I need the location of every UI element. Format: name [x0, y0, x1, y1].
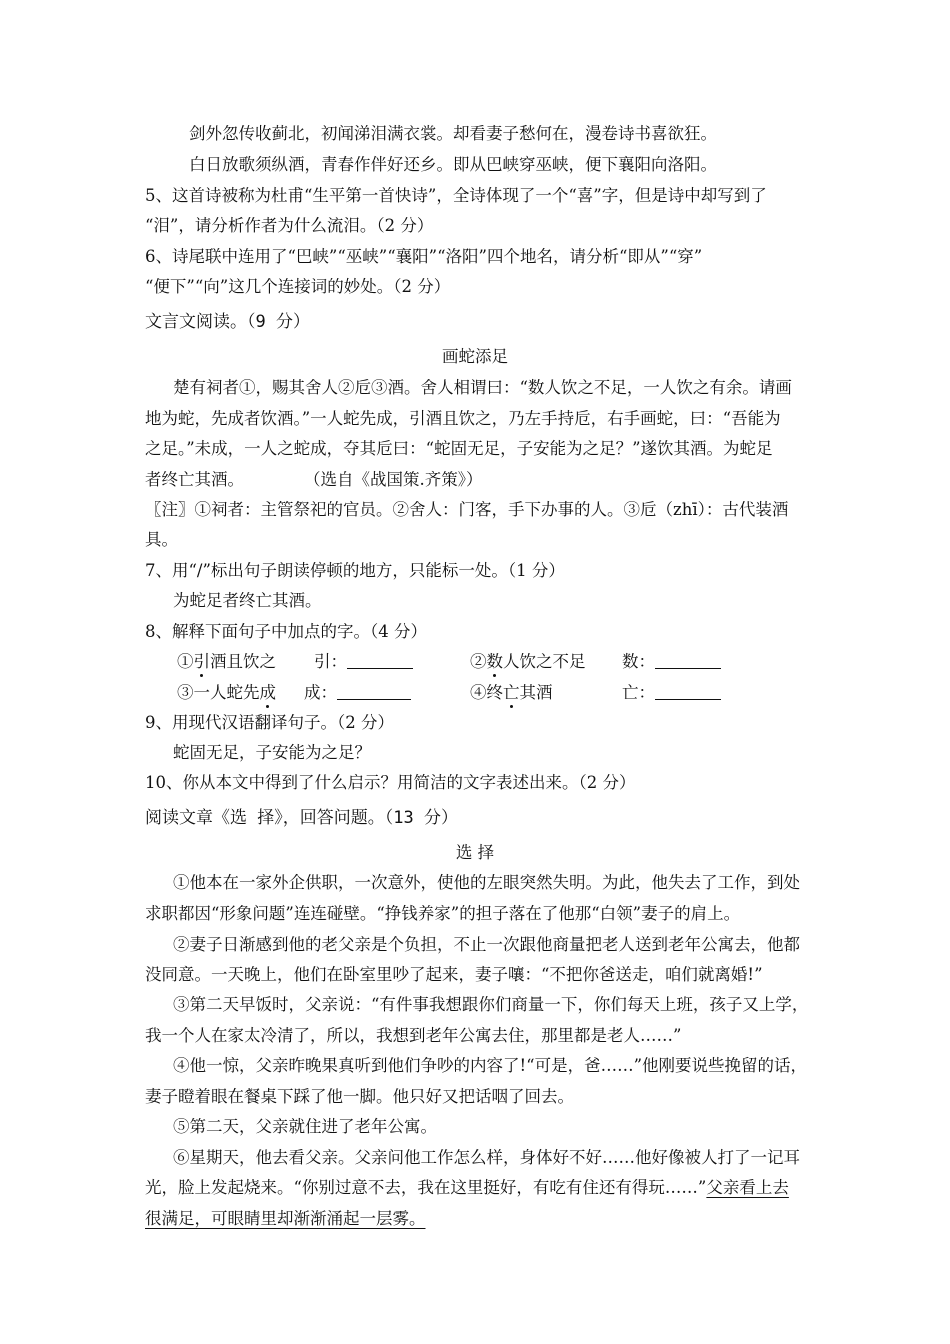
- article-line-plain: 光，脸上发起烧来。“你别过意不去，我在这里挺好，有吃有住还有得玩……”: [145, 1178, 707, 1197]
- story-title: 画蛇添足: [442, 347, 508, 366]
- poem-line-2: 白日放歌须纵酒，青春作伴好还乡。即从巴峡穿巫峡，便下襄阳向洛阳。: [189, 155, 717, 174]
- q8-item-3-phrase: ③一人蛇先成: [177, 683, 276, 702]
- article-line: ①他本在一家外企供职，一次意外，使他的左眼突然失明。为此，他失去了工作，到处: [173, 873, 800, 892]
- q8-item-2-blank[interactable]: [655, 652, 721, 669]
- article-line: [145, 1208, 426, 1230]
- underlined-sentence-part-2: 很满足，可眼睛里却渐渐涌起一层雾。: [145, 1209, 426, 1228]
- question-5-line-2: “泪”，请分析作者为什么流泪。（2 分）: [145, 216, 434, 235]
- article-line: ②妻子日渐感到他的老父亲是个负担，不止一次跟他商量把老人送到老年公寓去，他都: [173, 935, 800, 954]
- q8-item-4-answer: 亡：: [622, 682, 721, 704]
- story-line-1: 楚有祠者①，赐其舍人②卮③酒。舍人相谓曰：“数人饮之不足，一人饮之有余。请画: [173, 378, 792, 397]
- section-heading-classical: 文言文阅读。（9 分）: [145, 312, 310, 332]
- q8-item-1-blank[interactable]: [347, 652, 413, 669]
- article-line: ④他一惊，父亲昨晚果真听到他们争吵的内容了!“可是，爸……”他刚要说些挽留的话，: [173, 1056, 808, 1075]
- q8-item-1-phrase: ①引酒且饮之: [177, 652, 276, 671]
- question-6-line-2: “便下”“向”这几个连接词的妙处。（2 分）: [145, 277, 451, 296]
- q8-item-2-answer: 数：: [622, 651, 721, 673]
- story-source: （选自《战国策.齐策》）: [304, 470, 483, 489]
- poem-line-1: 剑外忽传收蓟北，初闻涕泪满衣裳。却看妻子愁何在，漫卷诗书喜欲狂。: [189, 124, 717, 143]
- article-line: 求职都因“形象问题”连连碰壁。“挣钱养家”的担子落在了他那“白领”妻子的肩上。: [145, 904, 741, 923]
- q8-item-2-phrase: ②数人饮之不足: [470, 652, 586, 671]
- story-line-4: [145, 469, 483, 491]
- article-title: 选 择: [455, 843, 495, 862]
- question-6-line-1: 6、诗尾联中连用了“巴峡”“巫峡”“襄阳”“洛阳”四个地名，请分析“即从”“穿”: [145, 247, 703, 266]
- section-heading-modern: 阅读文章《选 择》，回答问题。（13 分）: [145, 808, 458, 828]
- article-line: ⑤第二天，父亲就住进了老年公寓。: [173, 1117, 437, 1136]
- article-line: ③第二天早饭时，父亲说：“有件事我想跟你们商量一下，你们每天上班，孩子又上学，: [173, 995, 809, 1014]
- question-7-sentence: 为蛇足者终亡其酒。: [173, 591, 322, 610]
- q8-item-3-answer: 成：: [304, 682, 411, 704]
- underlined-sentence-part-1: 父亲看上去: [706, 1178, 789, 1197]
- annotation-line-1: 〖注〗①祠者：主管祭祀的官员。②舍人：门客，手下办事的人。③卮（zhī）：古代装酒: [145, 500, 789, 519]
- article-line: 妻子瞪着眼在餐桌下踩了他一脚。他只好又把话咽了回去。: [145, 1087, 574, 1106]
- story-line-2: 地为蛇，先成者饮酒。”一人蛇先成，引酒且饮之，乃左手持卮，右手画蛇，曰：“吾能为: [145, 409, 781, 428]
- question-9-prompt: 9、用现代汉语翻译句子。（2 分）: [145, 713, 394, 732]
- article-line: 我一个人在家太冷清了，所以，我想到老年公寓去住，那里都是老人……”: [145, 1026, 682, 1045]
- q8-item-3-blank[interactable]: [337, 683, 411, 700]
- question-9-sentence: 蛇固无足，子安能为之足？: [173, 743, 371, 762]
- question-10-prompt: 10、你从本文中得到了什么启示？用简洁的文字表述出来。（2 分）: [145, 773, 636, 792]
- question-7-prompt: 7、用“/”标出句子朗读停顿的地方，只能标一处。（1 分）: [145, 561, 565, 580]
- article-line: 没同意。一天晚上，他们在卧室里吵了起来，妻子嚷：“不把你爸送走，咱们就离婚!”: [145, 965, 763, 984]
- q8-item-4-phrase: ④终亡其酒: [470, 683, 553, 702]
- story-line-4-text: 者终亡其酒。: [145, 470, 244, 489]
- q8-item-4-blank[interactable]: [655, 683, 721, 700]
- question-5-line-1: 5、这首诗被称为杜甫“生平第一首快诗”，全诗体现了一个“喜”字，但是诗中却写到了: [145, 186, 767, 205]
- article-line: ⑥星期天，他去看父亲。父亲问他工作怎么样，身体好不好……他好像被人打了一记耳: [173, 1148, 800, 1167]
- question-8-prompt: 8、解释下面句子中加点的字。（4 分）: [145, 622, 427, 641]
- q8-item-1-answer: 引：: [314, 651, 413, 673]
- annotation-line-2: 具。: [145, 530, 178, 549]
- story-line-3: 之足。”未成，一人之蛇成，夺其卮曰：“蛇固无足，子安能为之足？”遂饮其酒。为蛇足: [145, 439, 773, 458]
- article-line: [145, 1177, 789, 1199]
